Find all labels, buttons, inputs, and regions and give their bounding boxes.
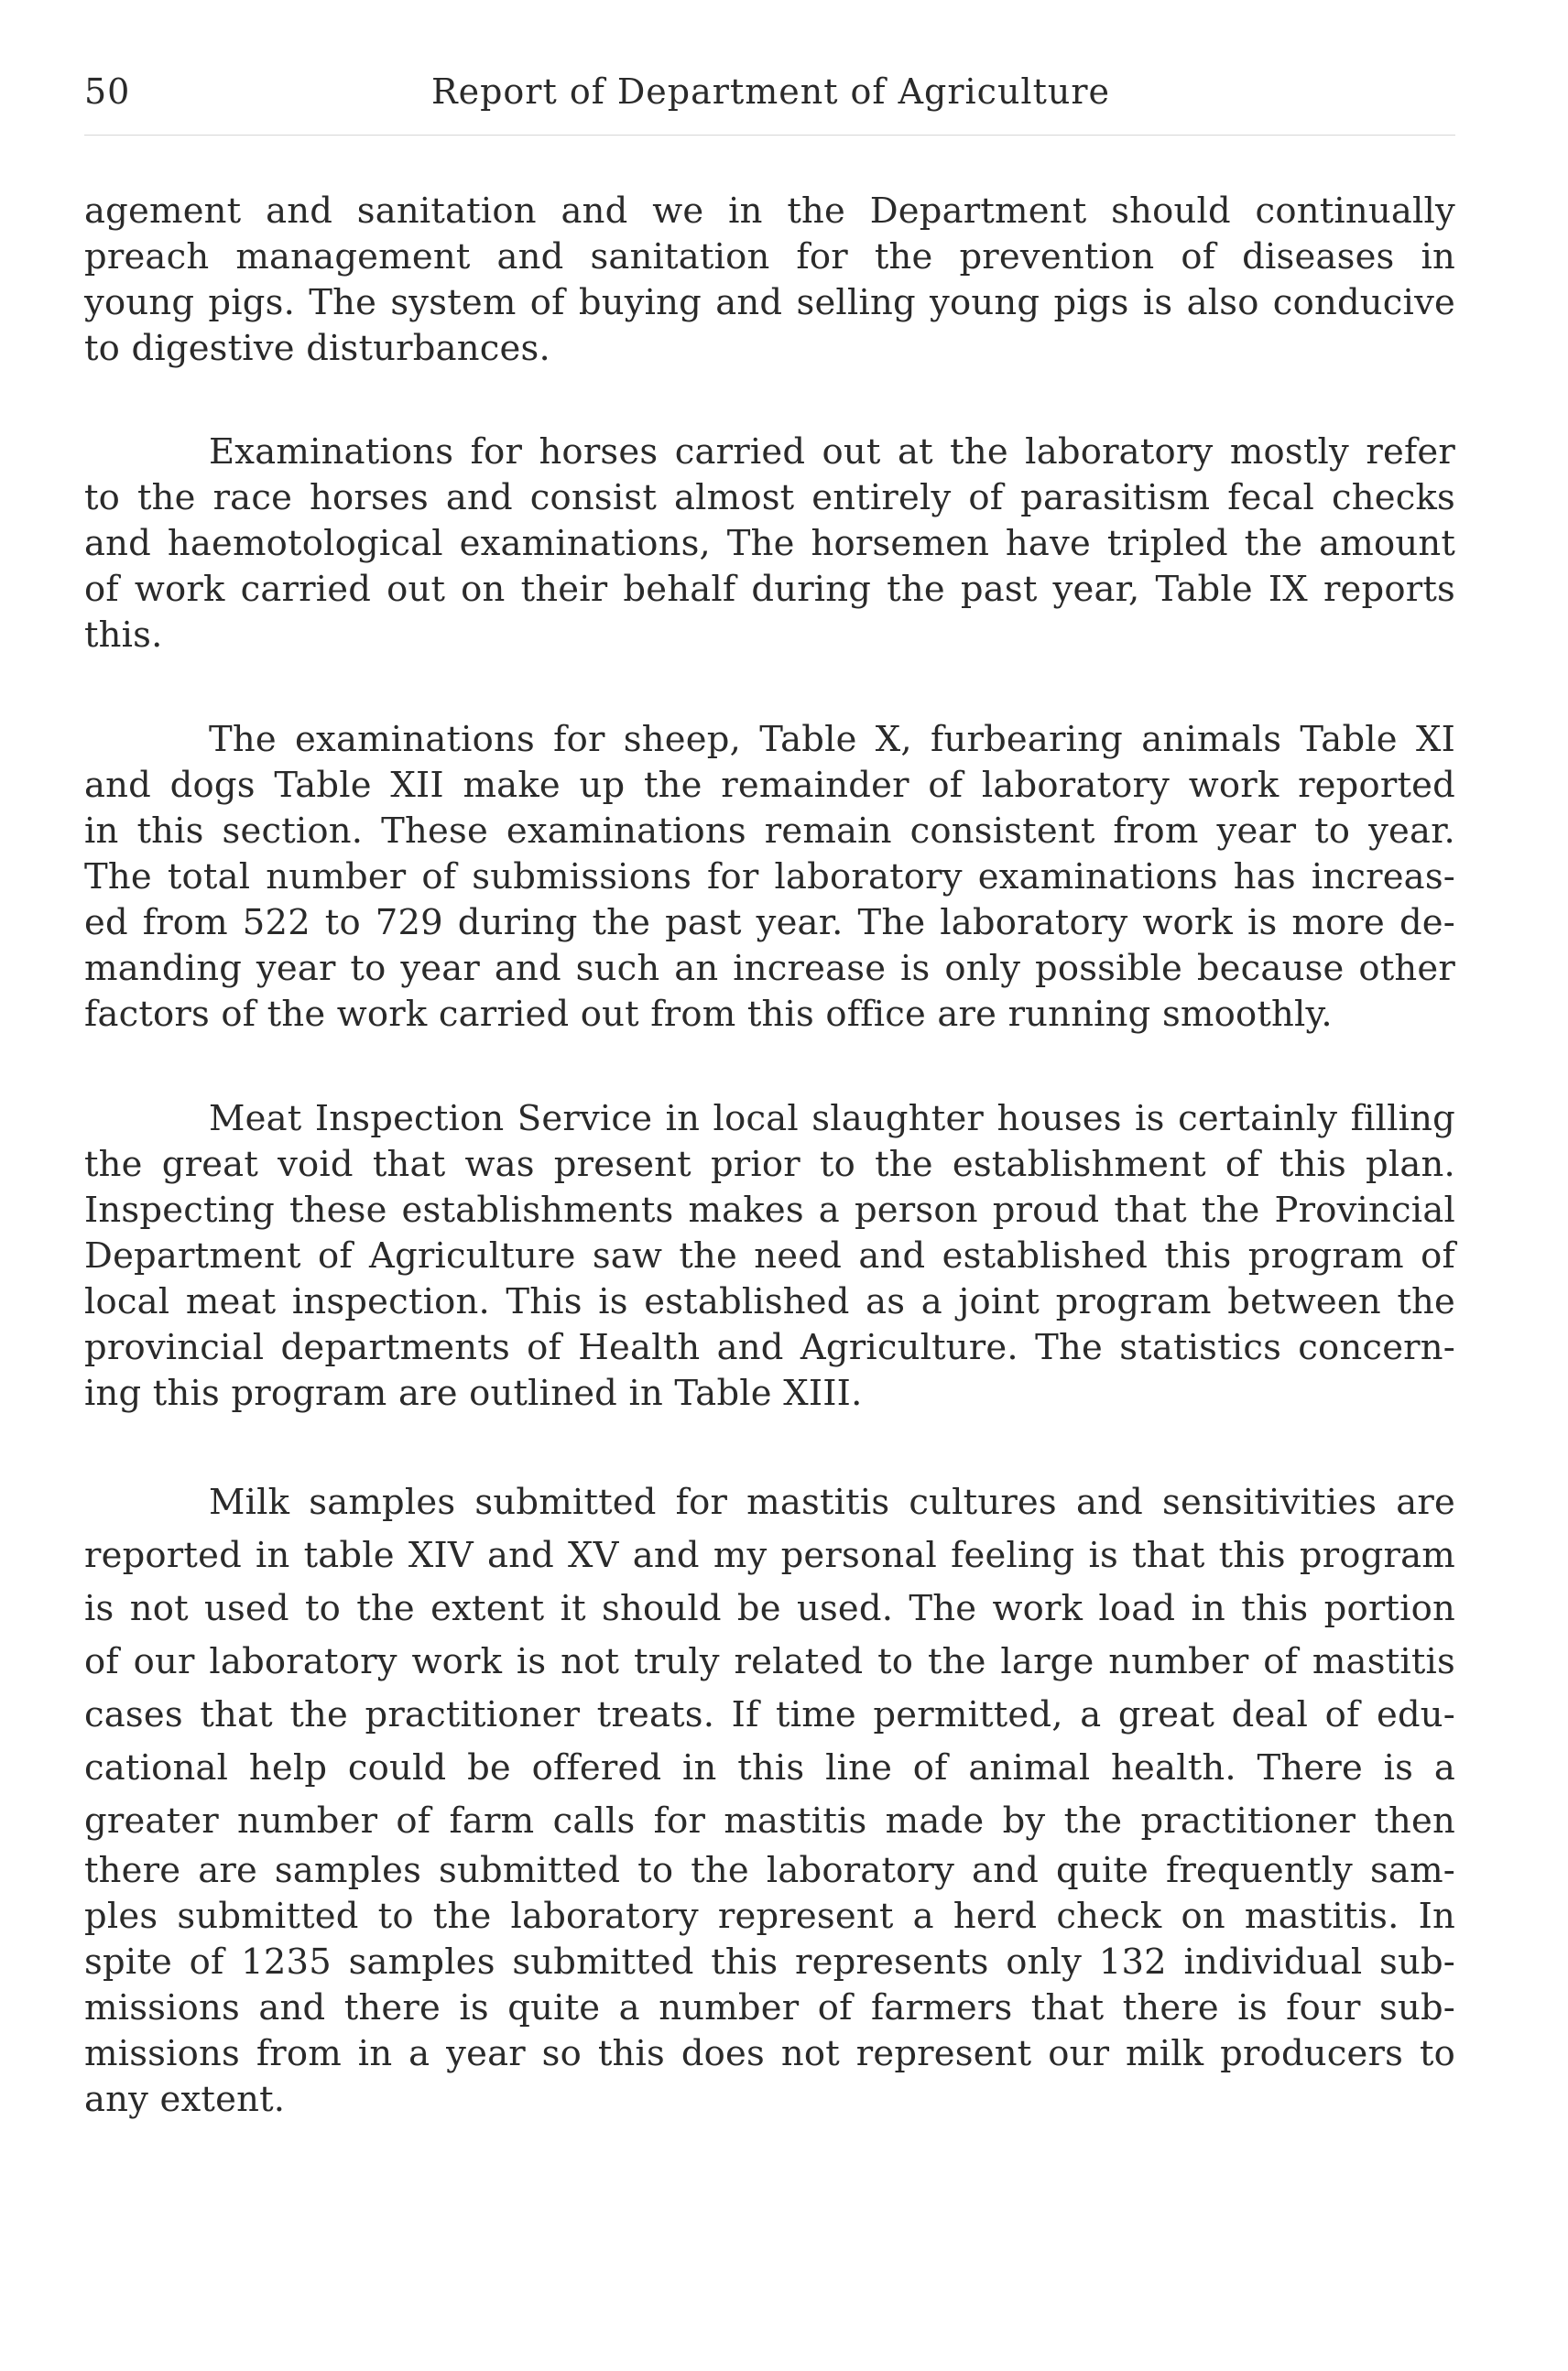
text-line: local meat inspection. This is established as a joint program between the bbox=[84, 1281, 1455, 1322]
paragraph-pig-management bbox=[84, 189, 1455, 372]
text-line: to the race horses and consist almost entirely of parasitism fecal checks bbox=[84, 477, 1455, 518]
text-line: spite of 1235 samples submitted this represents only 132 individual sub- bbox=[84, 1941, 1455, 1983]
paragraph-meat-inspection bbox=[84, 1096, 1455, 1417]
running-title: Report of Department of Agriculture bbox=[431, 71, 1110, 112]
text-line: of work carried out on their behalf during the past year, Table IX reports bbox=[84, 569, 1455, 610]
text-line: ed from 522 to 729 during the past year. The laboratory work is more de- bbox=[84, 902, 1455, 943]
text-line: and haemotological examinations, The horsemen have tripled the amount bbox=[84, 523, 1455, 564]
text-line: cational help could be offered in this line of animal health. There is a bbox=[84, 1747, 1455, 1789]
text-line: factors of the work carried out from this office are running smoothly. bbox=[84, 994, 1333, 1035]
text-line: cases that the practitioner treats. If time permitted, a great deal of edu- bbox=[84, 1694, 1455, 1735]
text-line: the great void that was present prior to the establishment of this plan. bbox=[84, 1144, 1455, 1185]
text-line: there are samples submitted to the laboratory and quite frequently sam- bbox=[84, 1850, 1455, 1891]
text-line: and dogs Table XII make up the remainder of laboratory work reported bbox=[84, 765, 1455, 806]
text-line: provincial departments of Health and Agriculture. The statistics concern- bbox=[84, 1327, 1455, 1368]
text-line: in this section. These examinations remain consistent from year to year. bbox=[84, 810, 1455, 852]
text-line: missions from in a year so this does not represent our milk producers to bbox=[84, 2033, 1455, 2074]
text-line: of our laboratory work is not truly related to the large number of mastitis bbox=[84, 1641, 1455, 1682]
text-line: The examinations for sheep, Table X, furbearing animals Table XI bbox=[209, 719, 1455, 760]
text-line: Meat Inspection Service in local slaughter houses is certainly filling bbox=[209, 1098, 1455, 1139]
text-line: Examinations for horses carried out at the laboratory mostly refer bbox=[209, 431, 1455, 473]
text-line: this. bbox=[84, 615, 163, 656]
paragraph-horse-examinations bbox=[84, 430, 1455, 658]
text-line: The total number of submissions for laboratory examinations has increas- bbox=[84, 856, 1455, 897]
text-line: greater number of farm calls for mastitis made by the practitioner then bbox=[84, 1800, 1455, 1842]
text-line: reported in table XIV and XV and my personal feeling is that this program bbox=[84, 1535, 1455, 1576]
text-line: any extent. bbox=[84, 2079, 286, 2120]
page-header bbox=[84, 71, 1455, 126]
text-line: young pigs. The system of buying and selling young pigs is also conducive bbox=[84, 282, 1455, 323]
paragraph-milk-samples bbox=[84, 1476, 1455, 2123]
page-number: 50 bbox=[84, 71, 131, 112]
text-line: Inspecting these establishments makes a person proud that the Provincial bbox=[84, 1190, 1455, 1231]
text-line: is not used to the extent it should be used. The work load in this portion bbox=[84, 1588, 1455, 1629]
text-line: ples submitted to the laboratory represent a herd check on mastitis. In bbox=[84, 1896, 1455, 1937]
header-rule bbox=[84, 135, 1455, 136]
text-line: manding year to year and such an increase is only possible because other bbox=[84, 948, 1455, 989]
text-line: ing this program are outlined in Table XIII. bbox=[84, 1373, 863, 1414]
text-line: missions and there is quite a number of farmers that there is four sub- bbox=[84, 1987, 1455, 2028]
text-line: to digestive disturbances. bbox=[84, 328, 550, 369]
text-line: preach management and sanitation for the prevention of diseases in bbox=[84, 236, 1455, 277]
text-line: Milk samples submitted for mastitis cultures and sensitivities are bbox=[209, 1482, 1455, 1523]
text-line: agement and sanitation and we in the Department should continually bbox=[84, 190, 1455, 232]
paragraph-sheep-furbearing-dogs bbox=[84, 717, 1455, 1038]
text-line: Department of Agriculture saw the need and established this program of bbox=[84, 1235, 1455, 1277]
